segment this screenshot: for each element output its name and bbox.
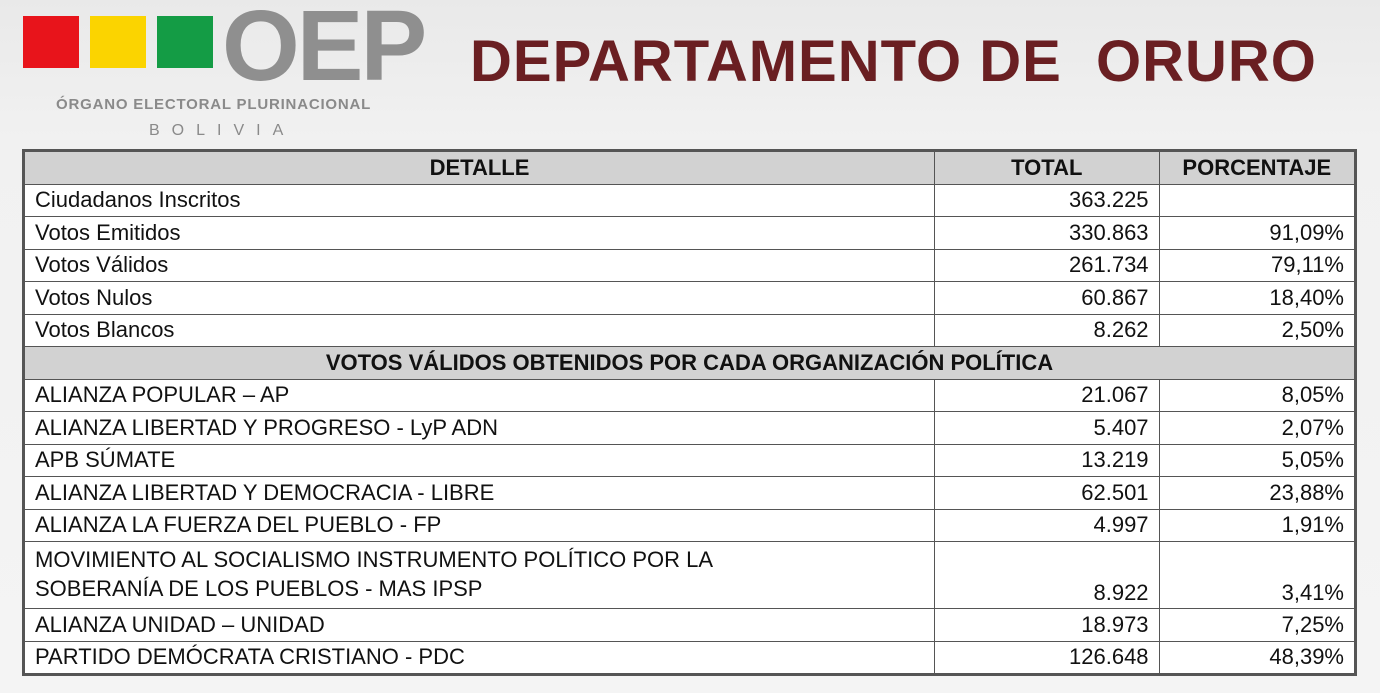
party-percent: 1,91% [1159,509,1354,542]
party-total: 8.922 [935,542,1160,609]
table-header-row [25,152,1355,185]
party-label [25,542,935,609]
table-row [25,509,1355,542]
logo-org-name: ÓRGANO ELECTORAL PLURINACIONAL [56,96,372,113]
party-label-line2: SOBERANÍA DE LOS PUEBLOS - MAS IPSP [35,576,483,601]
row-label: Votos Emitidos [25,217,935,250]
table-row [25,542,1355,609]
table-row [25,249,1355,282]
party-label: ALIANZA UNIDAD – UNIDAD [25,609,935,642]
party-label: ALIANZA LA FUERZA DEL PUEBLO - FP [25,509,935,542]
table-row [25,217,1355,250]
header [0,0,1380,148]
row-label: Votos Válidos [25,249,935,282]
row-total: 330.863 [935,217,1160,250]
header-detalle: DETALLE [25,152,935,185]
party-percent: 23,88% [1159,477,1354,510]
table-row [25,379,1355,412]
row-percent [1159,184,1354,217]
table-row [25,609,1355,642]
page-title: DEPARTAMENTO DE ORURO [470,29,1317,94]
flag-yellow-square [90,16,146,68]
oep-logo [20,0,450,147]
party-total: 126.648 [935,641,1160,674]
party-percent: 3,41% [1159,542,1354,609]
table-row [25,412,1355,445]
row-total: 60.867 [935,282,1160,315]
row-label: Votos Blancos [25,314,935,347]
flag-green-square [157,16,213,68]
party-label: ALIANZA LIBERTAD Y PROGRESO - LyP ADN [25,412,935,445]
party-total: 21.067 [935,379,1160,412]
row-total: 8.262 [935,314,1160,347]
party-total: 18.973 [935,609,1160,642]
party-label: ALIANZA LIBERTAD Y DEMOCRACIA - LIBRE [25,477,935,510]
logo-country: BOLIVIA [149,122,296,139]
row-total: 363.225 [935,184,1160,217]
party-percent: 7,25% [1159,609,1354,642]
row-percent: 79,11% [1159,249,1354,282]
party-percent: 48,39% [1159,641,1354,674]
party-percent: 8,05% [1159,379,1354,412]
table-row [25,641,1355,674]
party-total: 4.997 [935,509,1160,542]
table-row [25,477,1355,510]
party-label: APB SÚMATE [25,444,935,477]
results-table [24,151,1355,674]
party-label-line1: MOVIMIENTO AL SOCIALISMO INSTRUMENTO POLÍTICO POR LA [35,547,714,573]
row-percent: 91,09% [1159,217,1354,250]
party-percent: 5,05% [1159,444,1354,477]
party-percent: 2,07% [1159,412,1354,445]
table-row [25,314,1355,347]
row-total: 261.734 [935,249,1160,282]
row-percent: 2,50% [1159,314,1354,347]
row-percent: 18,40% [1159,282,1354,315]
flag-red-square [23,16,79,68]
party-label: ALIANZA POPULAR – AP [25,379,935,412]
header-porcentaje: PORCENTAJE [1159,152,1354,185]
section-title: VOTOS VÁLIDOS OBTENIDOS POR CADA ORGANIZACIÓN POLÍTICA [25,347,1355,380]
table-row [25,184,1355,217]
party-total: 5.407 [935,412,1160,445]
row-label: Votos Nulos [25,282,935,315]
party-total: 13.219 [935,444,1160,477]
table-row [25,282,1355,315]
section-header-row [25,347,1355,380]
table-row [25,444,1355,477]
results-table-container [22,149,1357,676]
header-total: TOTAL [935,152,1160,185]
party-total: 62.501 [935,477,1160,510]
row-label: Ciudadanos Inscritos [25,184,935,217]
party-label: PARTIDO DEMÓCRATA CRISTIANO - PDC [25,641,935,674]
logo-acronym: OEP [222,0,425,102]
